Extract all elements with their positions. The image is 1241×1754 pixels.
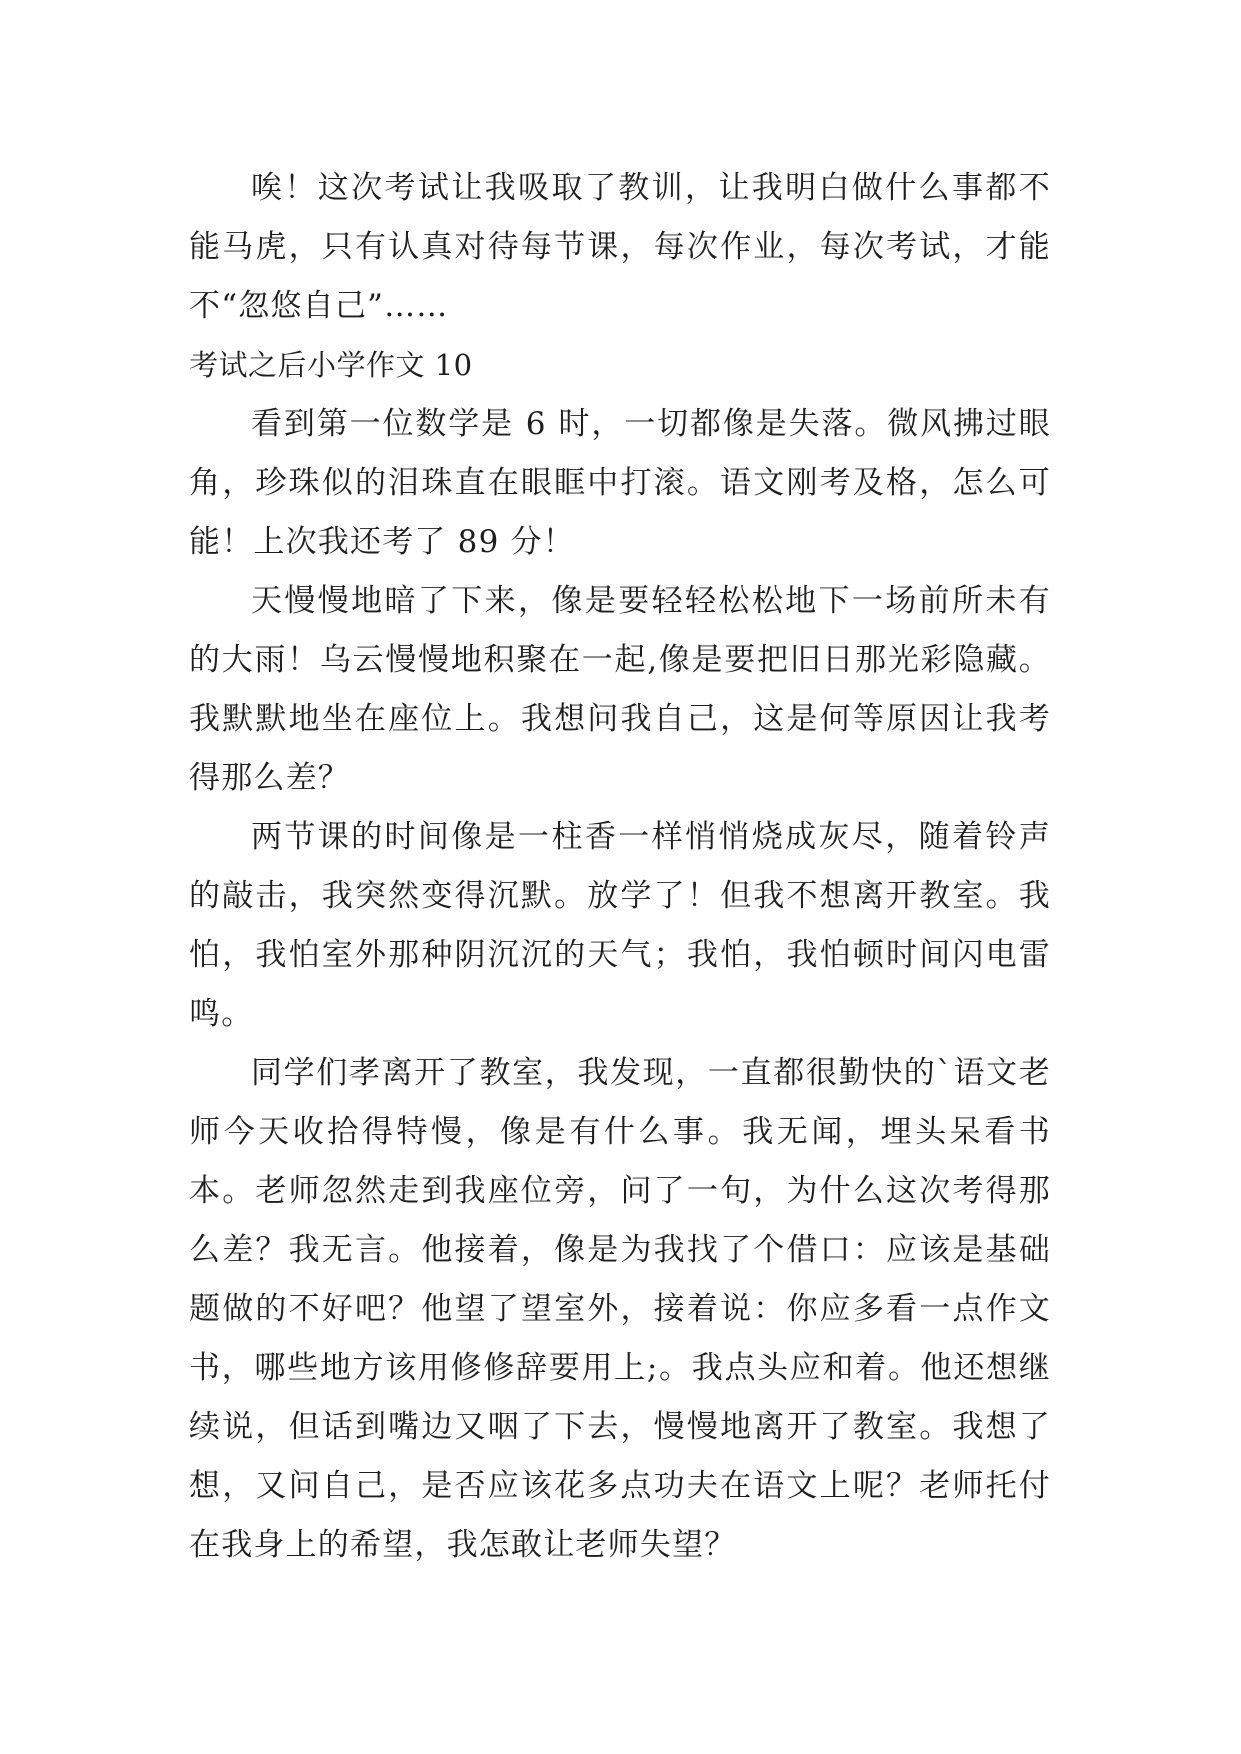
intro-paragraph: 唉！这次考试让我吸取了教训，让我明白做什么事都不能马虎，只有认真对待每节课，每次作业，每次考试，才能不“忽悠自己”…… — [189, 170, 1051, 324]
section-title: 考试之后小学作文 10 — [189, 348, 473, 382]
paragraph-4: 同学们孝离开了教室，我发现，一直都很勤快的`语文老师今天收拾得特慢，像是有什么事。我无闻，埋头呆看书本。老师忽然走到我座位旁，问了一句，为什么这次考得那么差？我无言。他接着，像是为我找了个借口：应该是基础题做的不好吧？他望了望室外，接着说：你应多看一点作文书，哪些地方该用修修辞要用上;。我点头应和着。他还想继续说，但话到嘴边又咽了下去，慢慢地离开了教室。我想了想，又问自己，是否应该花多点功夫在语文上呢？老师托付在我身上的希望，我怎敢让老师失望？ — [189, 1055, 1051, 1563]
paragraph-1: 看到第一位数学是 6 时，一切都像是失落。微风拂过眼角，珍珠似的泪珠直在眼眶中打滚。语文刚考及格，怎么可能！上次我还考了 89 分！ — [189, 406, 1051, 560]
paragraph-3: 两节课的时间像是一柱香一样悄悄烧成灰尽，随着铃声的敲击，我突然变得沉默。放学了！但我不想离开教室。我怕，我怕室外那种阴沉沉的天气；我怕，我怕顿时间闪电雷鸣。 — [189, 819, 1051, 1032]
document-body — [189, 159, 1051, 1575]
paragraph-2: 天慢慢地暗了下来，像是要轻轻松松地下一场前所未有的大雨！乌云慢慢地积聚在一起,像是要把旧日那光彩隐藏。我默默地坐在座位上。我想问我自己，这是何等原因让我考得那么差？ — [189, 583, 1051, 796]
